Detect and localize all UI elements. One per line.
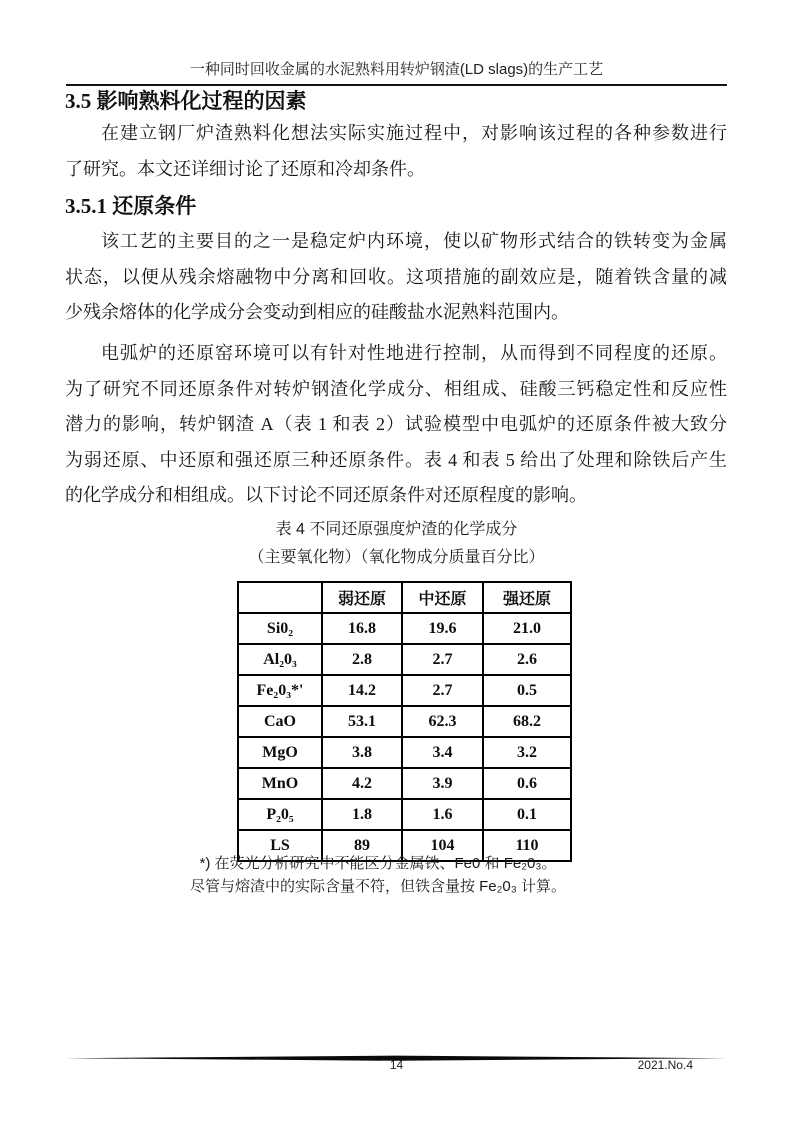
table-row	[238, 644, 571, 675]
cell-value: 3.2	[483, 737, 571, 768]
paragraph-line: 为弱还原、中还原和强还原三种还原条件。表 4 和表 5 给出了处理和除铁后产生	[65, 449, 727, 470]
row-label: Al₂0₃	[238, 644, 322, 675]
table-header-row	[238, 582, 571, 613]
table-header-cell: 弱还原	[322, 582, 402, 613]
cell-value: 2.8	[322, 644, 402, 675]
cell-value: 3.8	[322, 737, 402, 768]
cell-value: 68.2	[483, 706, 571, 737]
row-label: Si0₂	[238, 613, 322, 644]
cell-value: 0.1	[483, 799, 571, 830]
cell-value: 110	[483, 830, 571, 861]
footer-issue-label: 2021.No.4	[637, 1058, 693, 1072]
paragraph-line: 少残余熔体的化学成分会变动到相应的硅酸盐水泥熟料范围内。	[65, 302, 569, 322]
cell-value: 21.0	[483, 613, 571, 644]
cell-value: 2.7	[402, 675, 483, 706]
table-row	[238, 706, 571, 737]
cell-value: 104	[402, 830, 483, 861]
table-caption-line-2: （主要氧化物）（氧化物成分质量百分比）	[248, 549, 545, 566]
paragraph-line: 的化学成分和相组成。以下讨论不同还原条件对还原程度的影响。	[65, 485, 587, 505]
section-heading-3-5: 3.5 影响熟料化过程的因素	[65, 89, 307, 113]
cell-value: 16.8	[322, 613, 402, 644]
table-row	[238, 675, 571, 706]
table-caption-line-1: 表 4 不同还原强度炉渣的化学成分	[275, 521, 518, 538]
table-row	[238, 737, 571, 768]
paragraph-line: 潜力的影响，转炉钢渣 A（表 1 和表 2）试验模型中电弧炉的还原条件被大致分	[65, 414, 727, 434]
paragraph-line: 电弧炉的还原窑环境可以有针对性地进行控制，从而得到不同程度的还原。	[101, 343, 727, 363]
running-header-title: 一种同时回收金属的水泥熟料用转炉钢渣(LD slags)的生产工艺	[189, 61, 604, 78]
paragraph-line: 为了研究不同还原条件对转炉钢渣化学成分、相组成、硅酸三钙稳定性和反应性	[65, 378, 727, 399]
cell-value: 0.6	[483, 768, 571, 799]
paragraph-line: 在建立钢厂炉渣熟料化想法实际实施过程中，对影响该过程的各种参数进行	[101, 123, 727, 143]
table-header-empty-cell	[238, 582, 322, 613]
paragraph-2	[65, 224, 727, 331]
footnote-line: 尽管与熔渣中的实际含量不符，但铁含量按 Fe₂0₃ 计算。	[189, 878, 567, 895]
footer-page-number: 14	[389, 1058, 404, 1072]
header-rule	[66, 84, 727, 86]
cell-value: 1.6	[402, 799, 483, 830]
row-label: MnO	[238, 768, 322, 799]
cell-value: 14.2	[322, 675, 402, 706]
cell-value: 89	[322, 830, 402, 861]
table-header-cell: 中还原	[402, 582, 483, 613]
cell-value: 3.4	[402, 737, 483, 768]
paragraph-3	[65, 336, 727, 514]
row-label: P₂0₅	[238, 799, 322, 830]
paragraph-line: 状态，以便从残余熔融物中分离和回收。这项措施的副效应是，随着铁含量的减	[65, 266, 727, 287]
table-4-chemical-composition	[237, 581, 572, 862]
table-header-cell: 强还原	[483, 582, 571, 613]
paragraph-line: 该工艺的主要目的之一是稳定炉内环境，使以矿物形式结合的铁转变为金属	[101, 231, 727, 251]
table-footnote	[140, 852, 616, 898]
footer-rule	[66, 1049, 727, 1056]
row-label: CaO	[238, 706, 322, 737]
cell-value: 2.7	[402, 644, 483, 675]
row-label: Fe₂0₃*'	[238, 675, 322, 706]
cell-value: 4.2	[322, 768, 402, 799]
row-label: LS	[238, 830, 322, 861]
row-label: MgO	[238, 737, 322, 768]
paragraph-line: 了研究。本文还详细讨论了还原和冷却条件。	[65, 158, 425, 179]
table-row	[238, 613, 571, 644]
section-heading-3-5-1: 3.5.1 还原条件	[65, 194, 197, 218]
cell-value: 19.6	[402, 613, 483, 644]
cell-value: 1.8	[322, 799, 402, 830]
table-row	[238, 768, 571, 799]
cell-value: 3.9	[402, 768, 483, 799]
cell-value: 0.5	[483, 675, 571, 706]
paragraph-1	[65, 116, 727, 187]
cell-value: 53.1	[322, 706, 402, 737]
cell-value: 62.3	[402, 706, 483, 737]
cell-value: 2.6	[483, 644, 571, 675]
table-row	[238, 799, 571, 830]
footnote-line: *) 在荧光分析研究中不能区分金属铁、Fe0 和 Fe₂0₃。	[199, 855, 557, 872]
